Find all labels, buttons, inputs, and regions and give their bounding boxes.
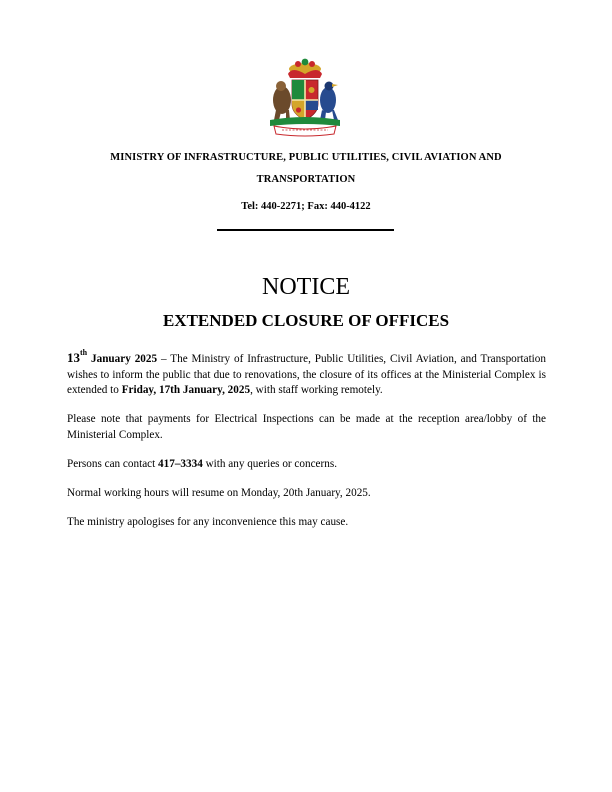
notice-date-day: 13	[67, 350, 80, 365]
header-divider	[217, 229, 394, 231]
notice-subtitle: EXTENDED CLOSURE OF OFFICES	[162, 311, 450, 330]
announcement-text-b: , with staff working remotely.	[250, 384, 383, 397]
paragraph-payments: Please note that payments for Electrical Inspections can be made at the reception area/lobby of the Ministerial Complex.	[67, 413, 546, 441]
ministry-name-line2: TRANSPORTATION	[256, 174, 356, 185]
paragraph-announcement	[67, 345, 546, 399]
paragraph-resume: Normal working hours will resume on Monday, 20th January, 2025.	[67, 487, 371, 500]
coat-of-arms-icon	[262, 54, 348, 138]
notice-date-suffix: th	[80, 348, 88, 357]
notice-title: NOTICE	[262, 274, 350, 300]
contact-text-a: Persons can contact	[67, 457, 159, 470]
announcement-text-a: – The Ministry of Infrastructure, Public Utilities, Civil Aviation, and Transportation wishes to inform the public that due to renovations, the closure of its offices at the Ministerial Complex is extended to	[67, 353, 546, 397]
paragraph-contact	[67, 457, 546, 473]
notice-date-rest: January 2025	[87, 353, 158, 365]
contact-phone: 417–3334	[158, 457, 203, 470]
contact-numbers: Tel: 440-2271; Fax: 440-4122	[241, 201, 371, 212]
contact-text-b: with any queries or concerns.	[202, 457, 337, 470]
paragraph-apology: The ministry apologises for any inconvenience this may cause.	[67, 516, 349, 529]
notice-body	[67, 345, 546, 544]
ministry-name-line1: MINISTRY OF INFRASTRUCTURE, PUBLIC UTILITIES, CIVIL AVIATION AND	[110, 152, 502, 163]
extended-closure-date: Friday, 17th January, 2025	[121, 384, 251, 397]
